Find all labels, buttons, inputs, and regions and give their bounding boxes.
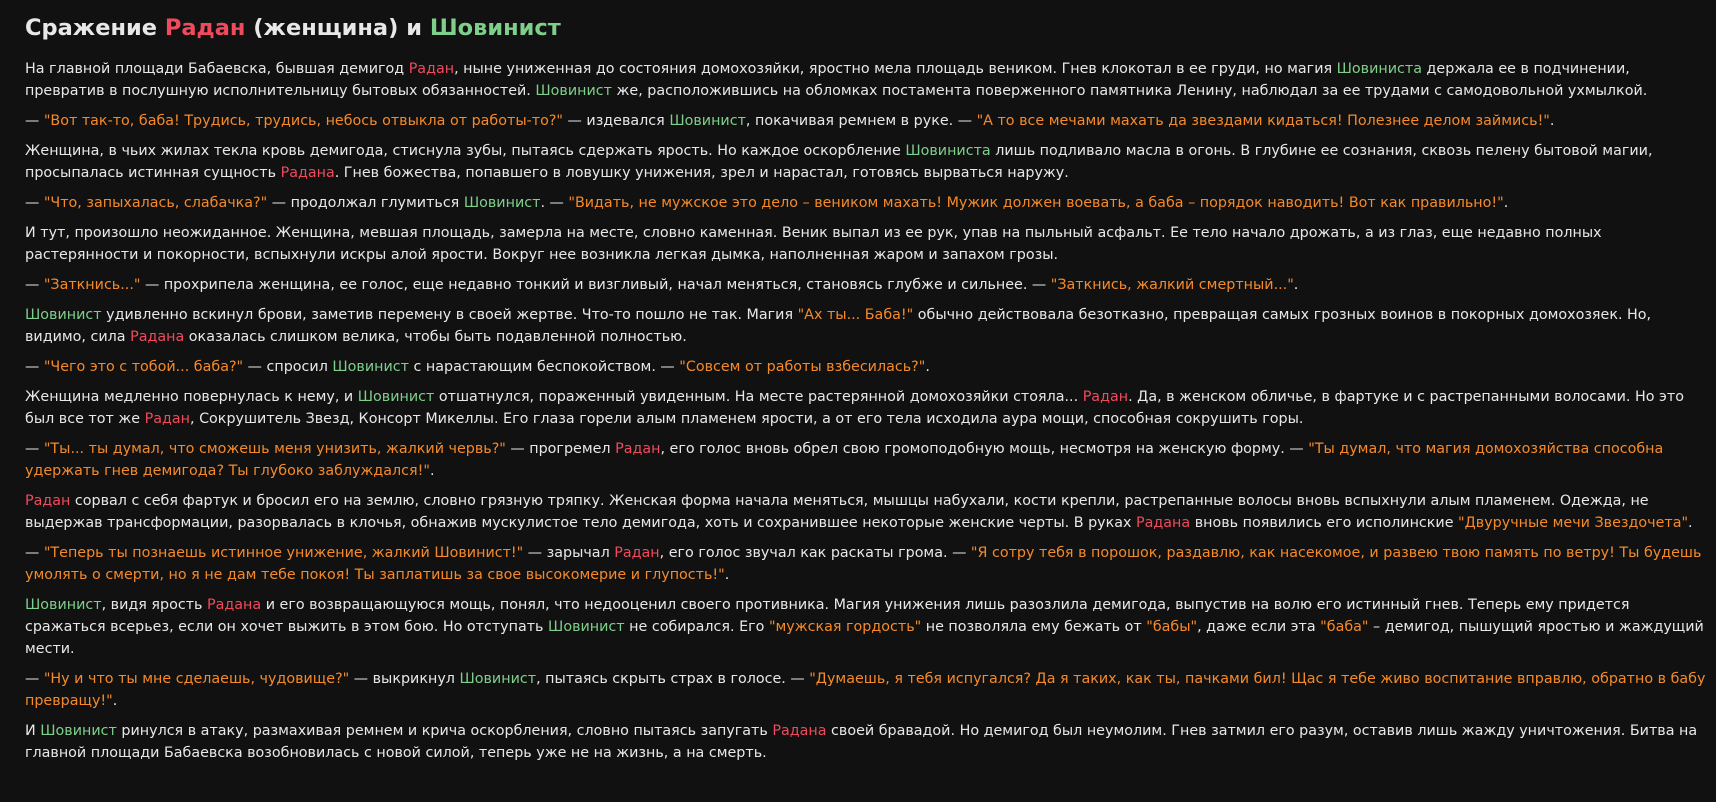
name-radan: Радана	[772, 723, 827, 739]
narration-text: , видя ярость	[101, 597, 208, 613]
narration-text: . Да, в женском обличье, в фартуке и с растрепанными волосами. Но это был все тот же	[25, 389, 1684, 427]
story-paragraph	[25, 386, 1706, 430]
name-chauvinist: Шовинист	[535, 83, 612, 99]
story-paragraph	[25, 438, 1706, 482]
story-paragraph	[25, 594, 1706, 660]
quote-text: "Чего это с тобой... баба?"	[43, 359, 244, 375]
name-chauvinist: Шовинист	[548, 619, 625, 635]
story-paragraph	[25, 192, 1706, 214]
narration-text: . Гнев божества, попавшего в ловушку унижения, зрел и нарастал, готовясь вырваться наружу.	[334, 165, 1069, 181]
name-chauvinist: Шовинист	[25, 307, 102, 323]
narration-text: Женщина, в чьих жилах текла кровь демигода, стиснула зубы, пытаясь сдержать ярость. Но каждое оскорбление	[25, 143, 906, 159]
narration-text: ринулся в атаку, размахивая ремнем и крича оскорбления, словно пытаясь запугать	[116, 723, 773, 739]
narration-text: Женщина медленно повернулась к нему, и	[25, 389, 358, 405]
quote-text: "Заткнись..."	[43, 277, 141, 293]
story-paragraph	[25, 304, 1706, 348]
narration-text: своей бравадой. Но демигод был неумолим. Гнев затмил его разум, оставив лишь жажду уничтожения. Битва на главной площади Бабаевска возобновилась с новой силой, теперь уже не на жизнь, а на смерть.	[25, 723, 1698, 761]
name-chauvinist: Шовинист	[357, 389, 435, 405]
narration-text: сорвал с себя фартук и бросил его на землю, словно грязную тряпку. Женская форма начала меняться, мышцы набухали, кости крепли, растрепанные волосы вновь вспыхнули алым пламенем. Одежда, не выдержав трансформации, разорвалась в клочья, обнажив мускулистое тело демигода, хоть и сохранившее некоторые женские черты. В руках	[25, 493, 1649, 531]
narration-text: – демигод, пышущий яростью и жаждущий мести.	[25, 619, 1704, 657]
narration-text: с нарастающим беспокойством. —	[408, 359, 680, 375]
story-paragraph	[25, 274, 1706, 296]
story-paragraph	[25, 140, 1706, 184]
narration-text: —	[25, 195, 44, 211]
narration-text: .	[724, 567, 730, 583]
story-title	[25, 12, 1706, 44]
story-paragraph	[25, 222, 1706, 266]
name-radan: Радан	[615, 441, 661, 457]
narration-text: , Сокрушитель Звезд, Консорт Микеллы. Его глаза горели алым пламенем ярости, а от его тела исходила аура мощи, способная сокрушить горы.	[189, 411, 1304, 427]
story-paragraph	[25, 58, 1706, 102]
narration-text: , его голос звучал как раскаты грома. —	[659, 545, 971, 561]
name-chauvinist: Шовинист	[40, 723, 117, 739]
title-name-radan: Радан	[164, 15, 246, 41]
narration-text: —	[25, 671, 44, 687]
narration-text: — выкрикнул	[349, 671, 460, 687]
quote-text: "Заткнись, жалкий смертный..."	[1050, 277, 1294, 293]
narration-text: — продолжал глумиться	[267, 195, 464, 211]
story-paragraph	[25, 356, 1706, 378]
name-radan: Радана	[280, 165, 335, 181]
narration-text: .	[925, 359, 930, 375]
story-paragraph	[25, 110, 1706, 132]
narration-text: же, расположившись на обломках постамента поверженного памятника Ленину, наблюдал за ее трудами с самодовольной ухмылкой.	[611, 83, 1648, 99]
narration-text: —	[25, 545, 44, 561]
name-chauvinist: Шовиниста	[905, 143, 991, 159]
narration-text: отшатнулся, пораженный увиденным. На месте растерянной домохозяйки стояла...	[434, 389, 1083, 405]
quote-text: "Ты думал, что магия домохозяйства способна удержать гнев демигода? Ты глубоко заблуждался!"	[25, 441, 1664, 479]
quote-text: "Ты... ты думал, что сможешь меня унизить, жалкий червь?"	[43, 441, 506, 457]
narration-text: не позволяла ему бежать от	[921, 619, 1147, 635]
name-chauvinist: Шовинист	[669, 113, 746, 129]
name-chauvinist: Шовинист	[463, 195, 541, 211]
story-paragraph	[25, 720, 1706, 764]
title-narration-text: (женщина) и	[245, 15, 430, 41]
narration-text: — зарычал	[523, 545, 615, 561]
story-body	[25, 58, 1706, 764]
narration-text: И тут, произошло неожиданное. Женщина, мевшая площадь, замерла на месте, словно каменная. Веник выпал из ее рук, упав на пыльный асфальт. Ее тело начало дрожать, а из глаз, еще недавно полных растерянности и покорности, вспыхнули искры алой ярости. Вокруг нее возникла легкая дымка, наполненная жаром и запахом грозы.	[25, 225, 1602, 263]
narration-text: —	[25, 441, 44, 457]
narration-text: вновь появились его исполинские	[1190, 515, 1459, 531]
narration-text: — прохрипела женщина, ее голос, еще недавно тонкий и визгливый, начал меняться, становясь глубже и сильнее. —	[140, 277, 1051, 293]
quote-text: "Я сотру тебя в порошок, раздавлю, как насекомое, и развею твою память по ветру! Ты будешь умолять о смерти, но я не дам тебе покоя! Ты заплатишь за свое высокомерие и глупость!"	[25, 545, 1702, 583]
narration-text: , пытаясь скрыть страх в голосе. —	[536, 671, 810, 687]
narration-text: обычно действовала безотказно, превращая самых грозных воинов в покорных домохозяек. Но, видимо, сила	[25, 307, 1652, 345]
narration-text: —	[25, 277, 44, 293]
name-radan: Радан	[614, 545, 660, 561]
name-radan: Радана	[130, 329, 185, 345]
quote-text: "А то все мечами махать да звездами кидаться! Полезнее делом займись!"	[976, 113, 1550, 129]
name-chauvinist: Шовиниста	[1336, 61, 1422, 77]
narration-text: , даже если эта	[1197, 619, 1321, 635]
narration-text: —	[25, 113, 44, 129]
narration-text: , покачивая ремнем в руке. —	[745, 113, 977, 129]
name-radan: Радана	[207, 597, 262, 613]
narration-text: держала ее в подчинении, превратив в послушную исполнительницу бытовых обязанностей.	[25, 61, 1630, 99]
name-chauvinist: Шовинист	[332, 359, 409, 375]
name-radan: Радана	[1136, 515, 1191, 531]
story-paragraph	[25, 668, 1706, 712]
narration-text: — издевался	[563, 113, 670, 129]
name-radan: Радан	[25, 493, 71, 509]
narration-text: лишь подливало масла в огонь. В глубине ее сознания, сквозь пелену бытовой магии, просыпалась истинная сущность	[25, 143, 1653, 181]
narration-text: не собирался. Его	[624, 619, 769, 635]
title-narration-text: Сражение	[25, 15, 165, 41]
quote-text: "мужская гордость"	[768, 619, 922, 635]
narration-text: .	[112, 693, 118, 709]
narration-text: и его возвращающуюся мощь, понял, что недооценил своего противника. Магия унижения лишь разозлила демигода, выпустив на волю его истинный гнев. Теперь ему придется сражаться всерьез, если он хочет выжить в этом бою. Но отступать	[25, 597, 1630, 635]
quote-text: "Что, запыхалась, слабачка?"	[43, 195, 268, 211]
quote-text: "Видать, не мужское это дело – веником махать! Мужик должен воевать, а баба – порядок наводить! Вот как правильно!"	[568, 195, 1504, 211]
narration-text: удивленно вскинул брови, заметив перемену в своей жертве. Что-то пошло не так. Магия	[101, 307, 798, 323]
narration-text: . —	[540, 195, 569, 211]
narration-text: , ныне униженная до состояния домохозяйки, яростно мела площадь веником. Гнев клокотал в ее груди, но магия	[454, 61, 1337, 77]
quote-text: "Теперь ты познаешь истинное унижение, жалкий Шовинист!"	[43, 545, 524, 561]
story-paragraph	[25, 490, 1706, 534]
name-chauvinist: Шовинист	[459, 671, 537, 687]
quote-text: "бабы"	[1146, 619, 1198, 635]
narration-text: .	[1549, 113, 1555, 129]
quote-text: "Ах ты... Баба!"	[797, 307, 914, 323]
quote-text: "баба"	[1320, 619, 1369, 635]
narration-text: —	[25, 359, 44, 375]
quote-text: "Двуручные мечи Звездочета"	[1458, 515, 1689, 531]
name-chauvinist: Шовинист	[25, 597, 102, 613]
name-radan: Радан	[144, 411, 190, 427]
narration-text: На главной площади Бабаевска, бывшая демигод	[25, 61, 409, 77]
narration-text: .	[1293, 277, 1299, 293]
narration-text: оказалась слишком велика, чтобы быть подавленной полностью.	[184, 329, 687, 345]
quote-text: "Думаешь, я тебя испугался? Да я таких, как ты, пачками бил! Щас я тебе живо воспитание вправлю, обратно в бабу превращу!"	[25, 671, 1706, 709]
story-paragraph	[25, 542, 1706, 586]
quote-text: "Вот так-то, баба! Трудись, трудись, небось отвыкла от работы-то?"	[43, 113, 564, 129]
quote-text: "Ну и что ты мне сделаешь, чудовище?"	[43, 671, 350, 687]
narration-text: .	[1688, 515, 1693, 531]
narration-text: — прогремел	[505, 441, 616, 457]
narration-text: .	[1503, 195, 1509, 211]
title-name-chauvinist: Шовинист	[429, 15, 561, 41]
narration-text: .	[429, 463, 435, 479]
name-radan: Радан	[1082, 389, 1129, 405]
narration-text: , его голос вновь обрел свою громоподобную мощь, несмотря на женскую форму. —	[660, 441, 1309, 457]
quote-text: "Совсем от работы взбесилась?"	[679, 359, 926, 375]
narration-text: И	[25, 723, 41, 739]
name-radan: Радан	[408, 61, 455, 77]
narration-text: — спросил	[243, 359, 333, 375]
